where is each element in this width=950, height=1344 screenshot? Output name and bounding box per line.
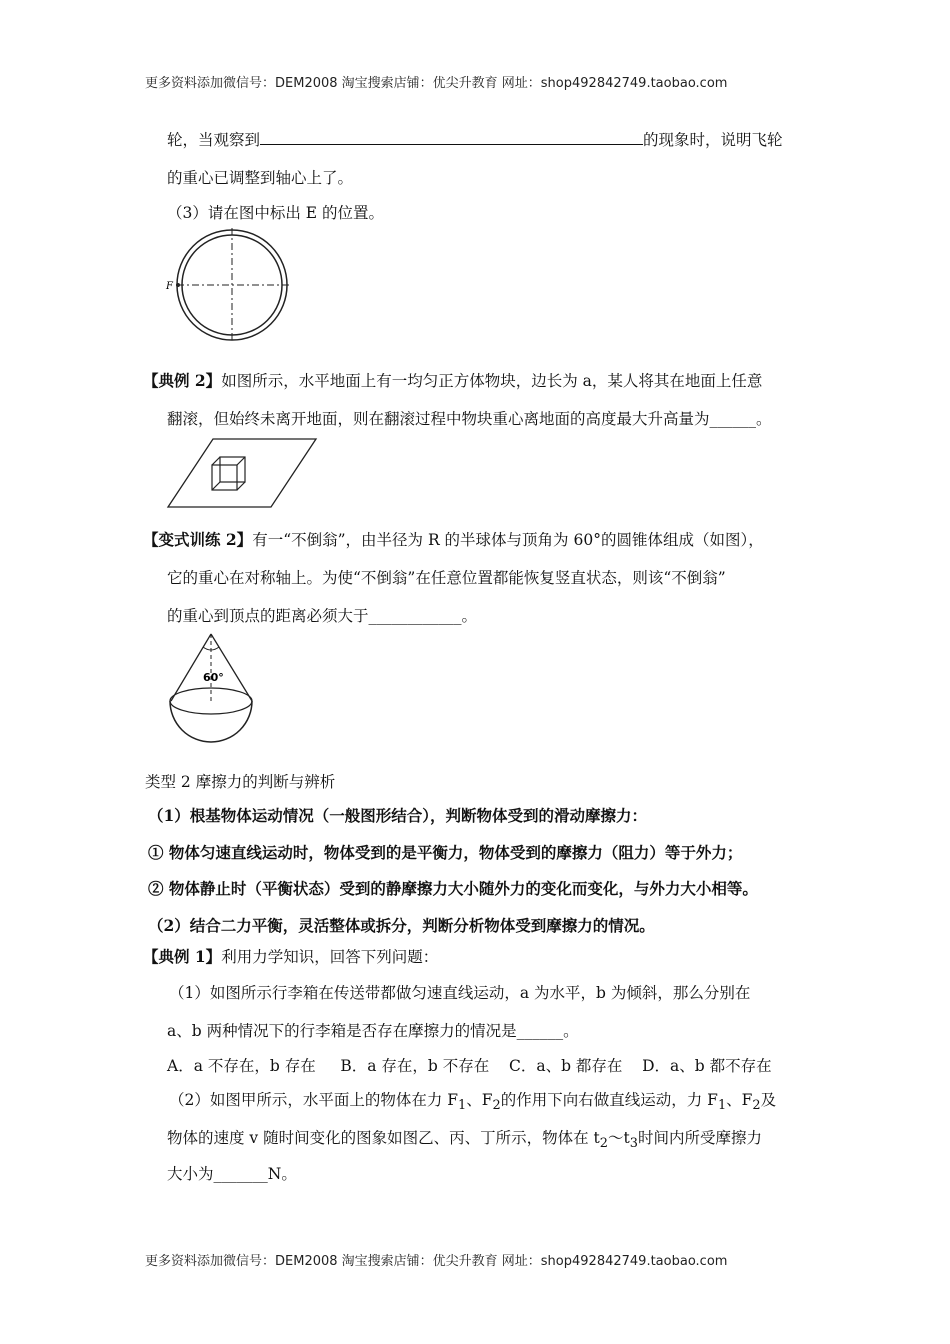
example-2-text: 如图所示，水平地面上有一均匀正方体物块，边长为 a，某人将其在地面上任意	[221, 372, 763, 390]
example-1-q1-line2: a、b 两种情况下的行李箱是否存在摩擦力的情况是______。	[167, 1022, 579, 1040]
type-2-point-1: （1）根基物体运动情况（一般图形结合），判断物体受到的滑动摩擦力：	[148, 806, 648, 825]
q1-line3: （3）请在图中标出 E 的位置。	[167, 204, 385, 222]
variant-2-line1	[143, 528, 764, 550]
q2-line2-text-c: ～t	[608, 1129, 630, 1147]
q2-sub: 2	[492, 1098, 501, 1114]
q2-sub: 1	[458, 1098, 467, 1114]
page-header: 更多资料添加微信号：DEM2008 淘宝搜索店铺：优尖升教育 网址：shop492842749.taobao.com	[145, 76, 728, 91]
cone-angle-label: 60°	[203, 671, 224, 684]
type-2-point-1b: ② 物体静止时（平衡状态）受到的静摩擦力大小随外力的变化而变化，与外力大小相等。	[148, 879, 758, 898]
example-1-options: A．a 不存在，b 存在 B．a 存在，b 不存在 C．a、b 都存在 D．a、b 都不存在	[167, 1057, 772, 1075]
example-1-q1-line1: （1）如图所示行李箱在传送带都做匀速直线运动，a 为水平，b 为倾斜，那么分别在	[169, 984, 751, 1002]
q2-line2-sub: 2	[599, 1136, 608, 1152]
q2-text-g: 、F	[726, 1091, 753, 1109]
example-1-q2-line3: 大小为_______N。	[167, 1165, 297, 1183]
section-type-2-title: 类型 2 摩擦力的判断与辨析	[145, 773, 336, 791]
variant-2-line3: 的重心到顶点的距离必须大于____________。	[167, 607, 478, 625]
q1-line1-end: 的现象时，说明飞轮	[643, 131, 783, 149]
answer-blank	[260, 129, 643, 145]
variant-2-tag: 【变式训练 2】	[143, 530, 253, 549]
example-2-tag: 【典例 2】	[143, 371, 222, 390]
q2-line2-sub: 3	[629, 1136, 638, 1152]
page-footer: 更多资料添加微信号：DEM2008 淘宝搜索店铺：优尖升教育 网址：shop492842749.taobao.com	[145, 1254, 728, 1269]
cube-on-ground-figure	[168, 437, 318, 509]
q2-sub: 2	[752, 1098, 761, 1114]
q1-line1-start: 轮，当观察到	[167, 131, 261, 149]
variant-2-line2: 它的重心在对称轴上。为使“不倒翁”在任意位置都能恢复竖直状态，则该“不倒翁”	[167, 569, 726, 587]
variant-2-text: 有一“不倒翁”，由半径为 R 的半球体与顶角为 60°的圆锥体组成（如图），	[252, 531, 764, 549]
q2-text-i: 及	[760, 1091, 777, 1109]
point-f-label: F	[166, 281, 173, 292]
example-1-q2-line2	[167, 1126, 762, 1151]
example-1-text: 利用力学知识，回答下列问题：	[221, 948, 439, 966]
example-1-q2-line1	[169, 1088, 776, 1113]
type-2-point-1a: ① 物体匀速直线运动时，物体受到的是平衡力，物体受到的摩擦力（阻力）等于外力；	[148, 843, 743, 862]
tumbler-figure	[166, 632, 258, 746]
q2-text-c: 、F	[466, 1091, 493, 1109]
q2-line2-text-a: 物体的速度 v 随时间变化的图象如图乙、丙、丁所示，物体在 t	[167, 1129, 600, 1147]
q2-text-e: 的作用下向右做直线运动，力 F	[500, 1091, 718, 1109]
type-2-point-2: （2）结合二力平衡，灵活整体或拆分，判断分析物体受到摩擦力的情况。	[148, 916, 655, 935]
q2-sub: 1	[717, 1098, 727, 1114]
example-1-intro	[143, 945, 438, 967]
q1-line1	[167, 128, 783, 150]
example-2-line2: 翻滚，但始终未离开地面，则在翻滚过程中物块重心离地面的高度最大升高量为______。	[167, 410, 772, 428]
example-1-tag: 【典例 1】	[143, 947, 222, 966]
example-2-line1	[143, 369, 762, 391]
flywheel-figure	[165, 228, 295, 346]
q1-line2: 的重心已调整到轴心上了。	[167, 169, 354, 187]
q2-text-a: （2）如图甲所示，水平面上的物体在力 F	[169, 1091, 459, 1109]
q2-line2-text-e: 时间内所受摩擦力	[637, 1129, 762, 1147]
